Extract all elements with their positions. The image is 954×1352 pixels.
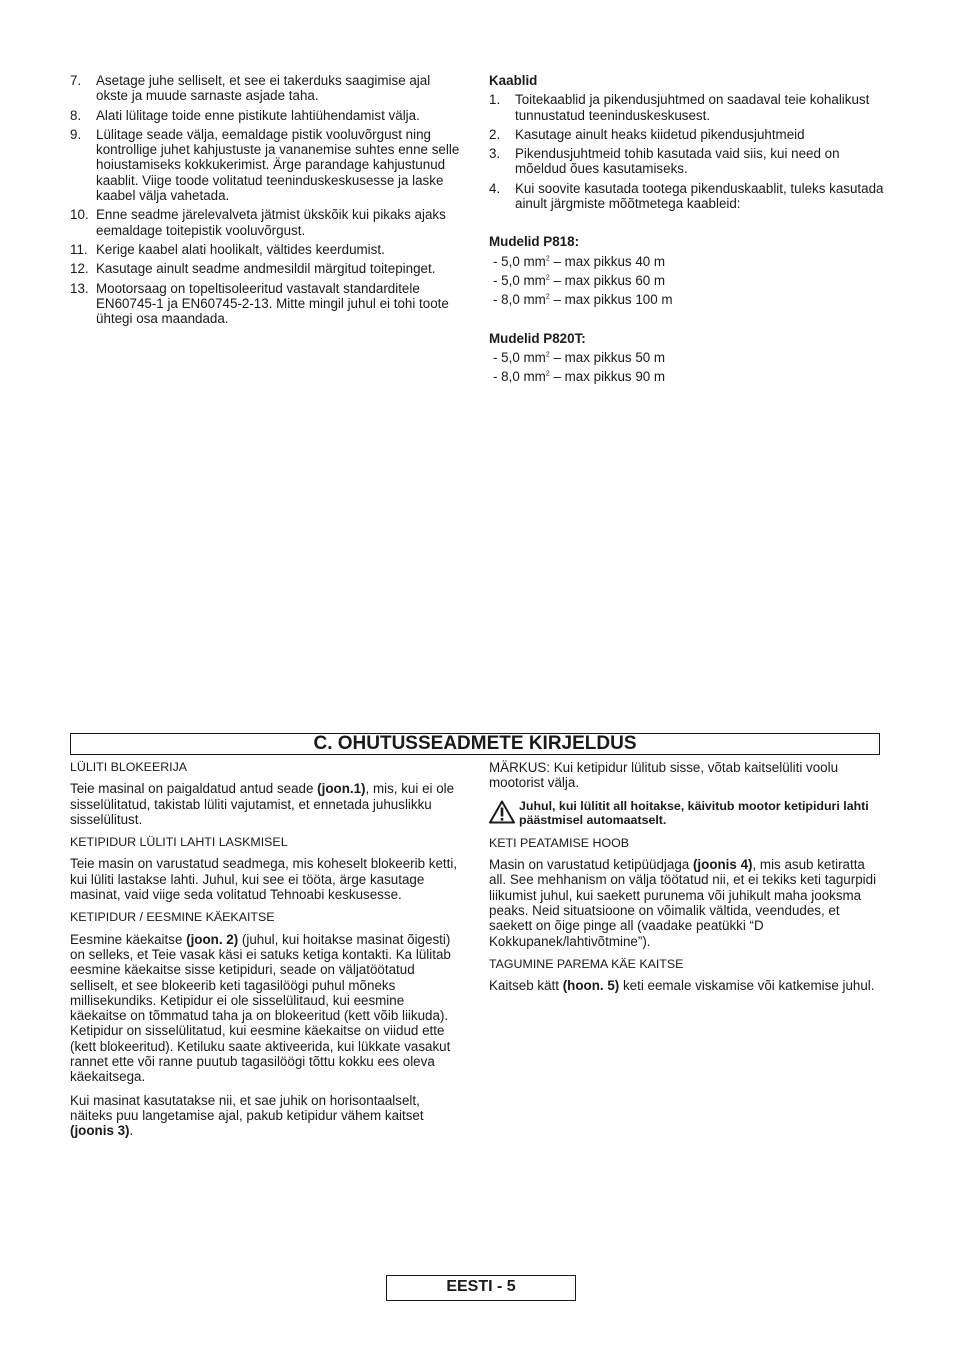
list-item: 11. Kerige kaabel alati hoolikalt, vältides keerdumist. bbox=[70, 241, 385, 257]
list-item: 12. Kasutage ainult seadme andmesildil märgitud toitepinget. bbox=[70, 261, 436, 277]
switch-lock-heading: LÜLITI BLOKEERIJA bbox=[70, 760, 188, 774]
chain-brake-release-text: Teie masin on varustatud seadmega, mis koheselt blokeerib ketti, kui lüliti lastakse lahti. Juhul, kui see ei tööta, ärge kasutage masinat, vaid viige seda volitatud Tehnoabi keskusesse. bbox=[70, 856, 458, 903]
switch-lock-text: Teie masinal on paigaldatud antud seade (joon.1), mis, kui ei ole sisselülitatud, takistab lüliti vajutamist, et ennetada juhuslikku sisselülitust. bbox=[70, 781, 455, 827]
cable-spec-row: - 5,0 $mm^2$ – max pikkus 40 m bbox=[493, 253, 666, 269]
model-p820t-heading: Mudelid P820T: bbox=[489, 330, 586, 346]
list-item: 13. Mootorsaag on topeltisoleeritud vastavalt standarditele EN60745-1 ja EN60745-2-13. Mitte mingil juhul ei tohi toote ühtegi osa maandada. bbox=[70, 280, 449, 327]
section-title: C. OHUTUSSEADMETE KIRJELDUS bbox=[70, 733, 880, 755]
cables-numbered-list bbox=[489, 92, 884, 211]
rear-hand-guard-heading: TAGUMINE PAREMA KÄE KAITSE bbox=[489, 956, 684, 971]
cable-spec-row: - 5,0 $mm^2$ – max pikkus 50 m bbox=[493, 349, 666, 365]
list-item: 7. Asetage juhe selliselt, et see ei takerduks saagimise ajal okste ja muude sarnaste asjade taha. bbox=[70, 73, 431, 104]
cable-spec-row: - 5,0 $mm^2$ – max pikkus 60 m bbox=[493, 272, 666, 288]
note-text: MÄRKUS: Kui ketipidur lülitub sisse, võtab kaitselüliti voolu mootorist välja. bbox=[489, 760, 839, 791]
horizontal-use-text: Kui masinat kasutatakse nii, et sae juhik on horisontaalselt, näiteks puu langetamise ajal, pakub ketipidur vähem kaitset (joonis 3). bbox=[70, 1092, 424, 1139]
rear-hand-guard-text: Kaitseb kätt (hoon. 5) keti eemale viskamise või katkemise juhul. bbox=[489, 978, 875, 994]
list-item: 10. Enne seadme järelevalveta jätmist ükskõik kui pikaks ajaks eemaldage toitepistik vooluvõrgust. bbox=[70, 207, 446, 238]
cable-spec-row: - 8,0 $mm^2$ – max pikkus 90 m bbox=[493, 369, 666, 385]
chain-catcher-text: Masin on varustatud ketipüüdjaga (joonis 4), mis asub ketiratta all. See mehhanism on välja töötatud nii, et ei tekiks keti tagurpidi liikumist juhul, kui saekett purunema või juhikult maha jooksma peaks. Neid situatsioone on võimalik vältida, veendudes, et saekett on õige pinge all (vaadake peatükki “D Kokkupanek/lahtivõtmine”). bbox=[489, 857, 877, 949]
list-item: 9. Lülitage seade välja, eemaldage pistik vooluvõrgust ning kontrollige juhet kahjustuste ja vananemise suhtes enne selle hoiustamiseks kokkukerimist. Ärge parandage kahjustunud kaablit. Viige toode volitatud teeninduskeskusesse ja laske kaabel välja vahetada. bbox=[70, 126, 460, 204]
list-item: 2. Kasutage ainult heaks kiidetud pikendusjuhtmeid bbox=[489, 126, 805, 142]
chain-catcher-heading: KETI PEATAMISE HOOB bbox=[489, 835, 629, 850]
list-item: 1. Toitekaablid ja pikendusjuhtmed on saadaval teie kohalikust tunnustatud teeninduskeskusest. bbox=[489, 92, 870, 123]
list-item: 4. Kui soovite kasutada tootega pikenduskaablit, tuleks kasutada ainult järgmiste mõõtmetega kaableid: bbox=[489, 180, 884, 212]
model-p818-heading: Mudelid P818: bbox=[489, 234, 580, 250]
cables-section bbox=[489, 73, 884, 388]
safety-list-continued bbox=[70, 73, 460, 330]
page-number-footer: EESTI - 5 bbox=[386, 1275, 576, 1301]
safety-devices-right bbox=[489, 760, 884, 1001]
safety-numbered-list bbox=[70, 73, 460, 326]
warning-triangle-icon bbox=[489, 800, 515, 824]
front-hand-guard-heading: KETIPIDUR / EESMINE KÄEKAITSE bbox=[70, 910, 275, 925]
chain-brake-release-heading: KETIPIDUR LÜLITI LAHTI LASKMISEL bbox=[70, 835, 288, 850]
warning-notice bbox=[489, 799, 884, 828]
list-item: 3. Pikendusjuhtmeid tohib kasutada vaid siis, kui need on mõeldud õues kasutamiseks. bbox=[489, 146, 840, 177]
cables-heading: Kaablid bbox=[489, 73, 538, 88]
front-hand-guard-text: Eesmine käekaitse (joon. 2) (juhul, kui hoitakse masinat õigesti) on selleks, et Teie vasak käsi ei satuks ketiga kontakti. Ka lülitab eesmine käekaitse sisse ketipiduri, seade on väljatöötatud selliselt, et see blokeerib keti tagasilöögi puhul mõneks millisekundiks. Ketipidur ei ole sisselülitaud, kui eesmine käekaitse on tõmmatud taha ja on blokeeritud (kett võib liikuda). Ketipidur on sisselülitatud, kui eesmine käekaitse on viidud ette (kett blokeeritud). Ketiluku saate aktiveerida, kui lükkate vasakut rannet ette või ranne puutub tagasilöögi tõttu kokku ees oleva käekaitsega. bbox=[70, 931, 451, 1085]
warning-text: Juhul, kui lülitit all hoitakse, käivitub mootor ketipiduri lahti päästmisel automaatselt. bbox=[519, 798, 869, 828]
safety-devices-left bbox=[70, 760, 460, 1147]
cable-spec-row: - 8,0 $mm^2$ – max pikkus 100 m bbox=[493, 292, 673, 308]
list-item: 8. Alati lülitage toide enne pistikute lahtiühendamist välja. bbox=[70, 107, 420, 123]
